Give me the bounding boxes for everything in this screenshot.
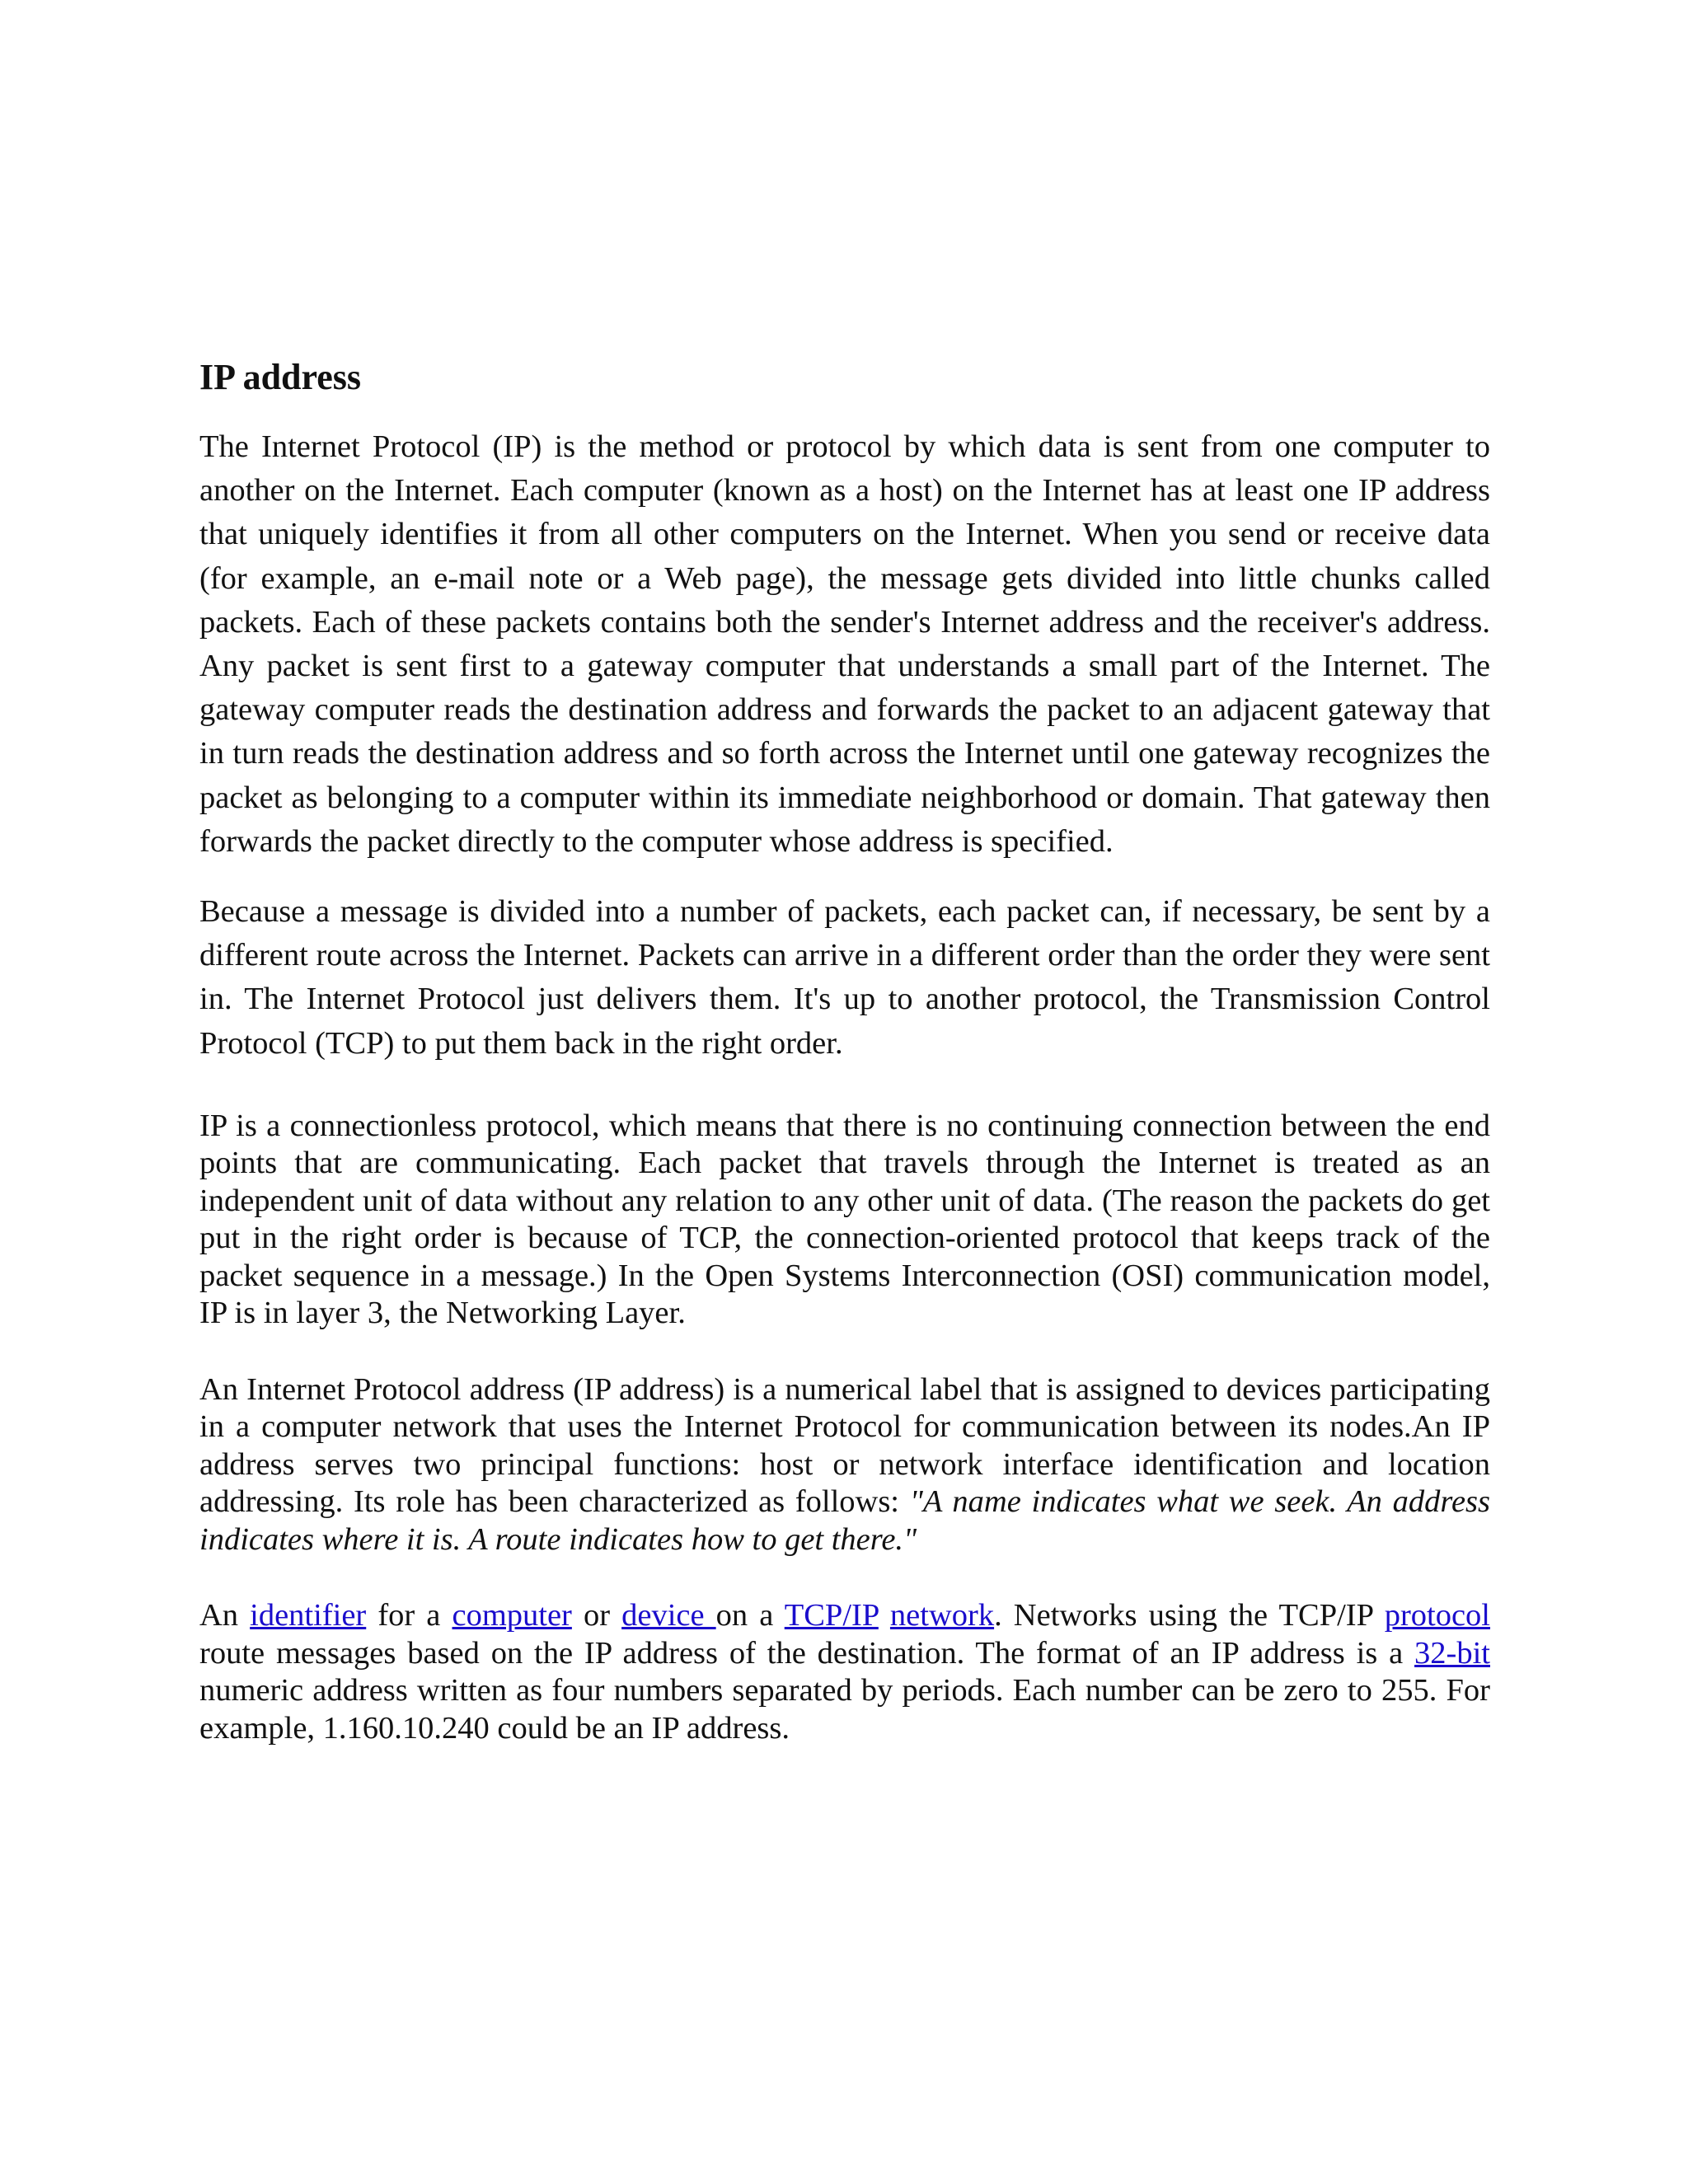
text-segment: on a <box>715 1598 785 1633</box>
paragraph-identifier <box>199 1597 1490 1747</box>
link-tcpip[interactable]: TCP/IP <box>784 1598 879 1633</box>
text-segment: . Networks using the TCP/IP <box>994 1598 1385 1633</box>
paragraph-text: An Internet Protocol address (IP address) is a numerical label that is assigned to devices participating in a computer network that uses the Internet Protocol for communication between its nodes.An IP address serves two principal functions: host or network interface identification and location addressing. Its role has been characterized as follows: <box>199 1371 1490 1520</box>
text-segment: for a <box>366 1598 452 1633</box>
link-protocol[interactable]: protocol <box>1384 1598 1491 1633</box>
page-title: IP address <box>199 357 362 397</box>
link-network[interactable]: network <box>889 1598 995 1633</box>
text-segment: or <box>571 1598 622 1633</box>
quote-text: "A name indicates what we seek. An address indicates where it is. A route indicates how to get there." <box>199 1484 1490 1557</box>
text-segment <box>879 1598 890 1633</box>
document-page <box>199 354 1490 1747</box>
paragraph-packets-routing: Because a message is divided into a number of packets, each packet can, if necessary, be sent by a different route across the Internet. Packets can arrive in a different order than the order they were sent in. The Internet Protocol just delivers them. It's up to another protocol, the Transmission Control Protocol (TCP) to put them back in the right order. <box>199 894 1490 1061</box>
link-device[interactable]: device <box>621 1598 716 1633</box>
paragraph-ip-address-definition <box>199 1371 1490 1559</box>
text-segment: An <box>199 1598 251 1633</box>
paragraph-connectionless: IP is a connectionless protocol, which means that there is no continuing connection between the end points that are communicating. Each packet that travels through the Internet is treated as an independent unit of data without any relation to any other unit of data. (The reason the packets do get put in the right order is because of TCP, the connection-oriented protocol that keeps track of the packet sequence in a message.) In the Open Systems Interconnection (OSI) communication model, IP is in layer 3, the Networking Layer. <box>199 1108 1490 1331</box>
link-computer[interactable]: computer <box>452 1598 572 1633</box>
paragraph-internet-protocol: The Internet Protocol (IP) is the method or protocol by which data is sent from one computer to another on the Internet. Each computer (known as a host) on the Internet has at least one IP address that uniquely identifies it from all other computers on the Internet. When you send or receive data (for example, an e-mail note or a Web page), the message gets divided into little chunks called packets. Each of these packets contains both the sender's Internet address and the receiver's address. Any packet is sent first to a gateway computer that understands a small part of the Internet. The gateway computer reads the destination address and forwards the packet to an adjacent gateway that in turn reads the destination address and so forth across the Internet until one gateway recognizes the packet as belonging to a computer within its immediate neighborhood or domain. That gateway then forwards the packet directly to the computer whose address is specified. <box>199 429 1490 859</box>
text-segment: route messages based on the IP address of the destination. The format of an IP address is a <box>199 1635 1415 1671</box>
text-segment: numeric address written as four numbers separated by periods. Each number can be zero to 255. For example, 1.160.10.240 could be an IP address. <box>199 1673 1490 1746</box>
link-32-bit[interactable]: 32-bit <box>1414 1635 1490 1671</box>
link-identifier[interactable]: identifier <box>250 1598 367 1633</box>
